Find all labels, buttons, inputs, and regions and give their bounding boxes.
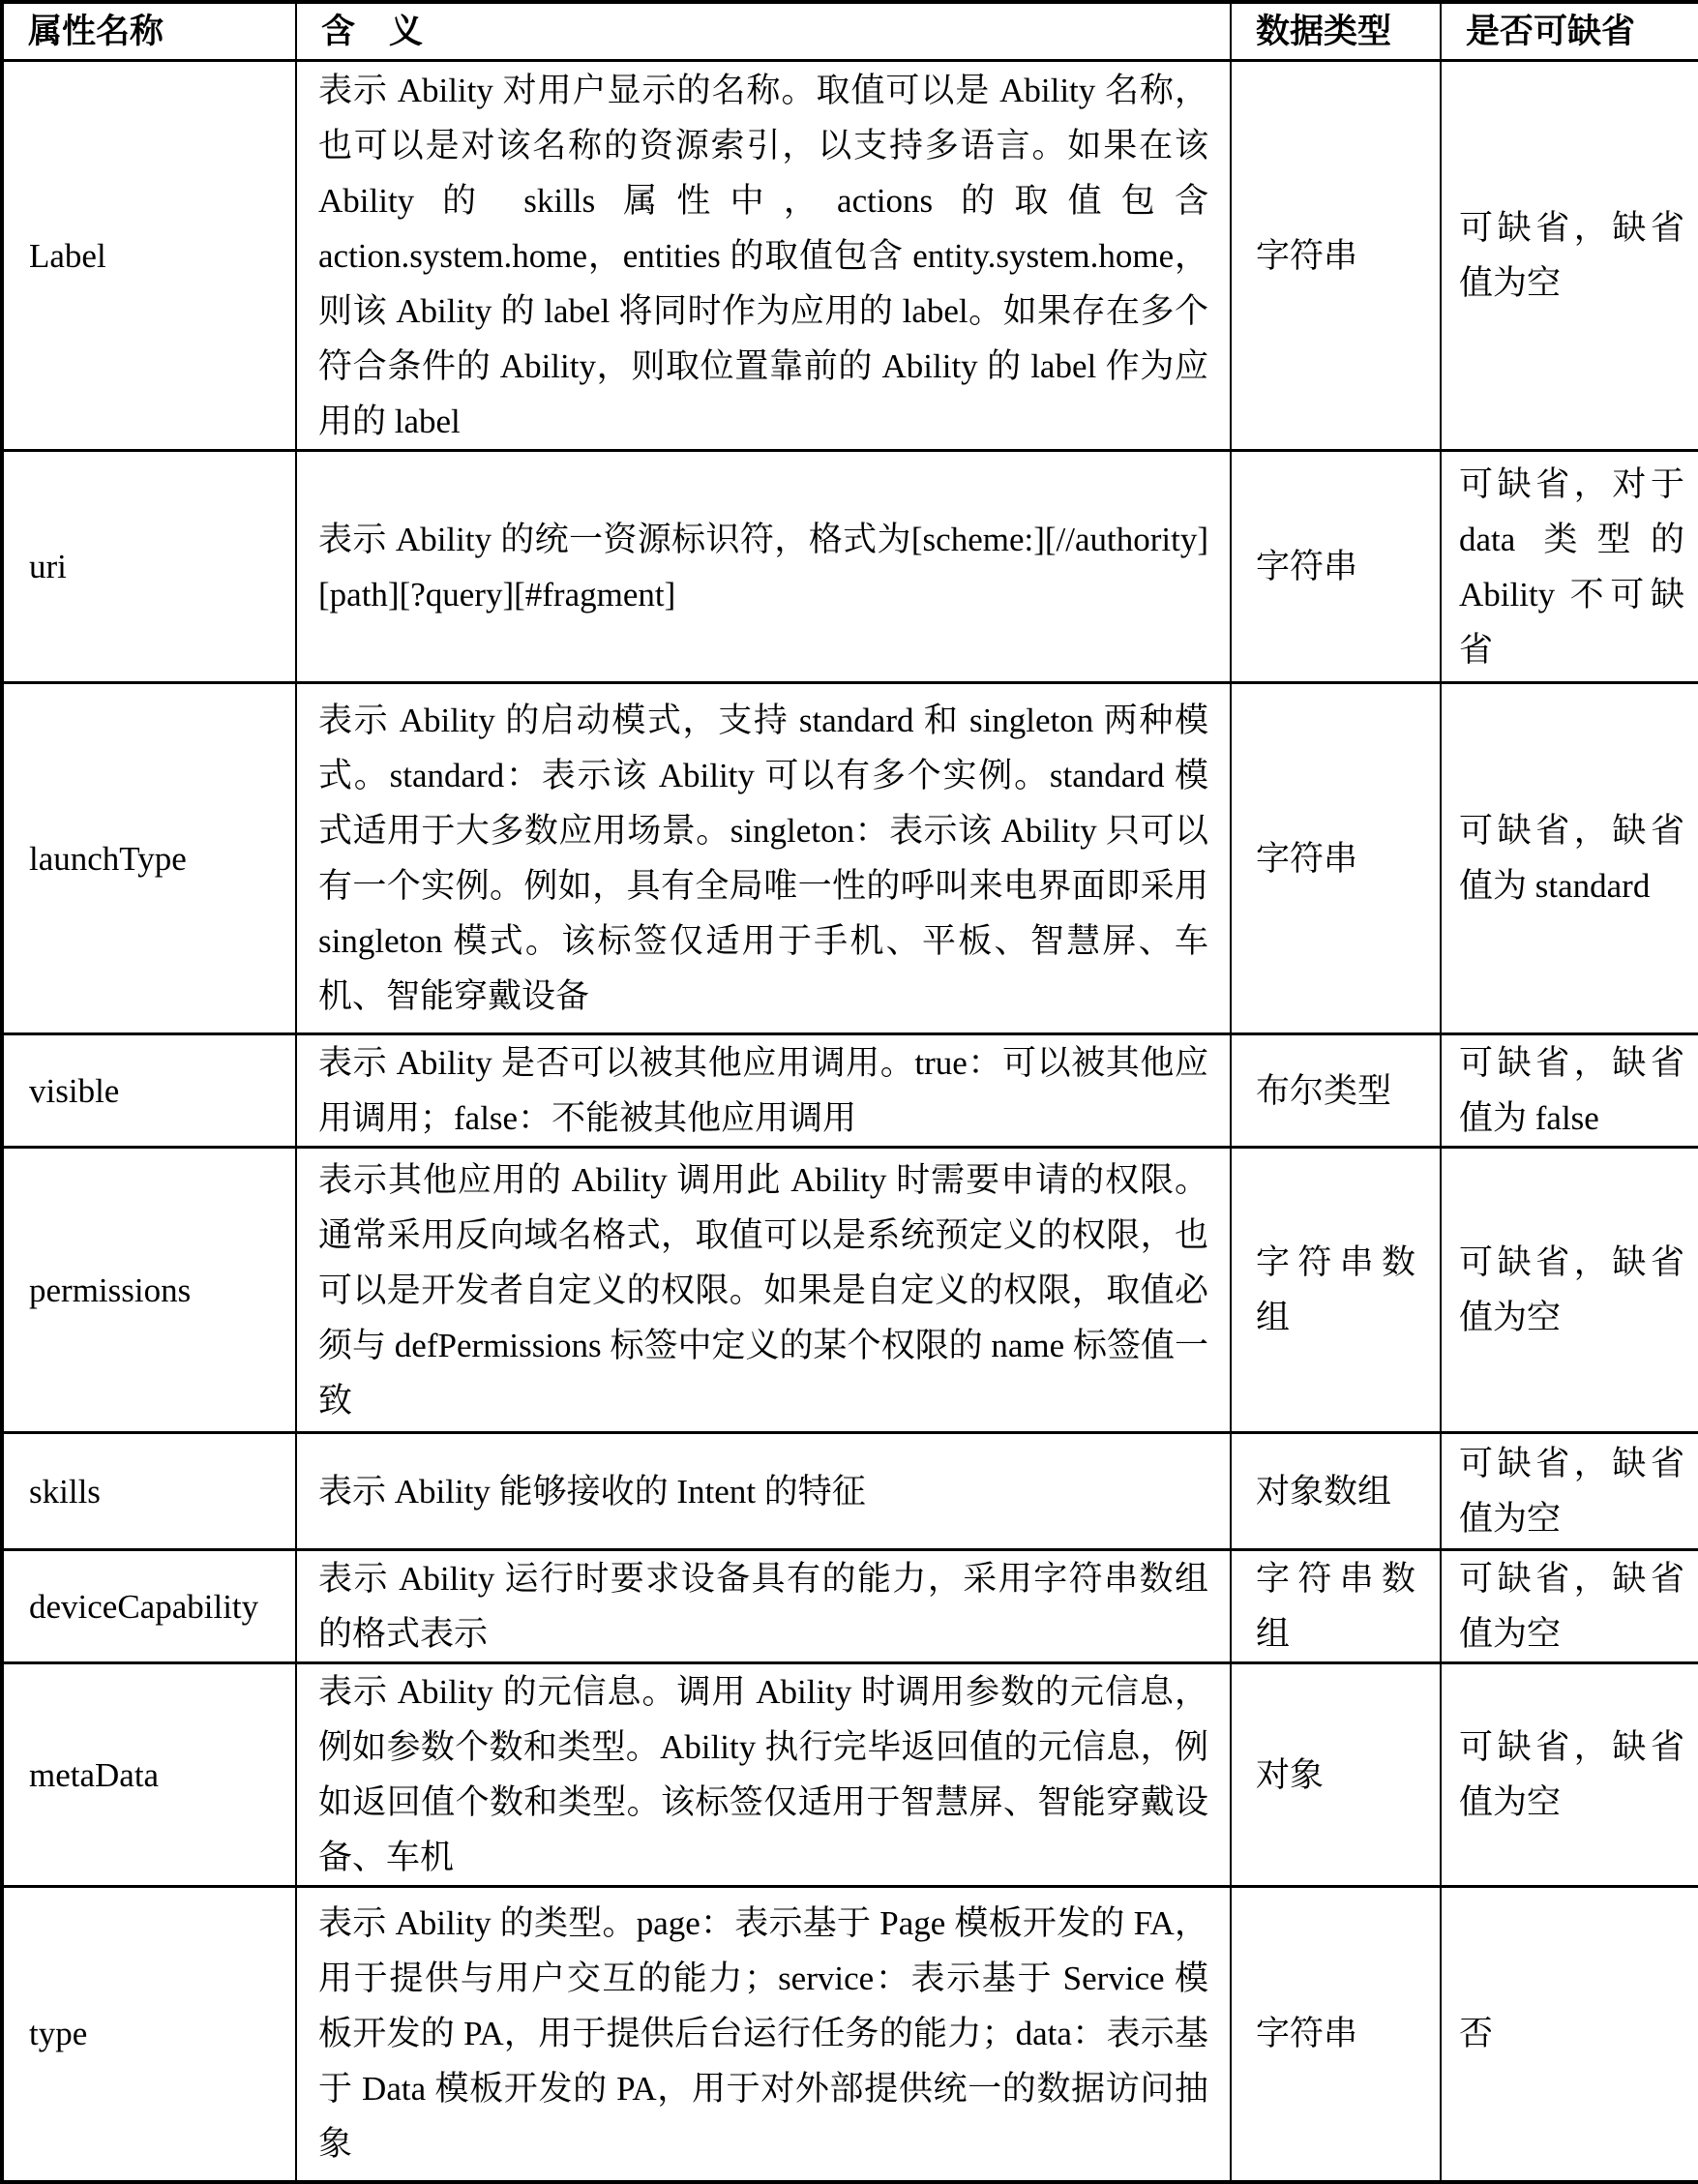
attribute-name-cell: metaData xyxy=(2,1663,296,1887)
meaning-cell: 表示 Ability 的启动模式，支持 standard 和 singleton 两种模式。standard：表示该 Ability 可以有多个实例。standard 模式适用于大多数应用场景。singleton：表示该 Ability 只可以有一个实例。例如，具有全局唯一性的呼叫来电界面即采用 singleton 模式。该标签仅适用于手机、平板、智慧屏、车机、智能穿戴设备 xyxy=(296,683,1231,1034)
table-row xyxy=(2,1148,1698,1433)
table-row xyxy=(2,451,1698,683)
column-header-optional: 是否可缺省 xyxy=(1441,2,1698,61)
optional-cell: 可缺省，缺省值为空 xyxy=(1441,1550,1698,1663)
table-row xyxy=(2,1663,1698,1887)
data-type-cell: 布尔类型 xyxy=(1231,1034,1441,1148)
meaning-cell: 表示 Ability 是否可以被其他应用调用。true：可以被其他应用调用；false：不能被其他应用调用 xyxy=(296,1034,1231,1148)
table-row xyxy=(2,1550,1698,1663)
meaning-cell: 表示 Ability 运行时要求设备具有的能力，采用字符串数组的格式表示 xyxy=(296,1550,1231,1663)
attribute-name-cell: visible xyxy=(2,1034,296,1148)
table-row xyxy=(2,1887,1698,2182)
data-type-cell: 对象 xyxy=(1231,1663,1441,1887)
optional-cell: 可缺省，缺省值为空 xyxy=(1441,61,1698,451)
attribute-name-cell: launchType xyxy=(2,683,296,1034)
attribute-name-cell: Label xyxy=(2,61,296,451)
attribute-name-cell: skills xyxy=(2,1433,296,1550)
table-row xyxy=(2,1433,1698,1550)
meaning-cell: 表示 Ability 的统一资源标识符，格式为[scheme:][//authority][path][?query][#fragment] xyxy=(296,451,1231,683)
column-header-meaning: 含 义 xyxy=(296,2,1231,61)
optional-cell: 可缺省，缺省值为 standard xyxy=(1441,683,1698,1034)
optional-cell: 可缺省，缺省值为空 xyxy=(1441,1663,1698,1887)
meaning-cell: 表示其他应用的 Ability 调用此 Ability 时需要申请的权限。通常采用反向域名格式，取值可以是系统预定义的权限，也可以是开发者自定义的权限。如果是自定义的权限，取值必须与 defPermissions 标签中定义的某个权限的 name 标签值一致 xyxy=(296,1148,1231,1433)
optional-cell: 可缺省，缺省值为空 xyxy=(1441,1148,1698,1433)
optional-cell: 可缺省，缺省值为空 xyxy=(1441,1433,1698,1550)
data-type-cell: 字符串数组 xyxy=(1231,1550,1441,1663)
data-type-cell: 字符串 xyxy=(1231,61,1441,451)
optional-cell: 否 xyxy=(1441,1887,1698,2182)
data-type-cell: 字符串数组 xyxy=(1231,1148,1441,1433)
attribute-name-cell: type xyxy=(2,1887,296,2182)
table-row xyxy=(2,1034,1698,1148)
meaning-cell: 表示 Ability 的元信息。调用 Ability 时调用参数的元信息，例如参数个数和类型。Ability 执行完毕返回值的元信息，例如返回值个数和类型。该标签仅适用于智慧屏、智能穿戴设备、车机 xyxy=(296,1663,1231,1887)
attribute-name-cell: uri xyxy=(2,451,296,683)
table-header-row xyxy=(2,2,1698,61)
data-type-cell: 字符串 xyxy=(1231,1887,1441,2182)
meaning-cell: 表示 Ability 的类型。page：表示基于 Page 模板开发的 FA，用于提供与用户交互的能力；service：表示基于 Service 模板开发的 PA，用于提供后台运行任务的能力；data：表示基于 Data 模板开发的 PA，用于对外部提供统一的数据访问抽象 xyxy=(296,1887,1231,2182)
meaning-cell: 表示 Ability 对用户显示的名称。取值可以是 Ability 名称，也可以是对该名称的资源索引，以支持多语言。如果在该 Ability 的 skills 属性中，actions 的取值包含 action.system.home，entities 的取值包含 entity.system.home，则该 Ability 的 label 将同时作为应用的 label。如果存在多个符合条件的 Ability，则取位置靠前的 Ability 的 label 作为应用的 label xyxy=(296,61,1231,451)
column-header-data-type: 数据类型 xyxy=(1231,2,1441,61)
optional-cell: 可缺省，对于 data 类型的 Ability 不可缺省 xyxy=(1441,451,1698,683)
optional-cell: 可缺省，缺省值为 false xyxy=(1441,1034,1698,1148)
column-header-attribute-name: 属性名称 xyxy=(2,2,296,61)
data-type-cell: 字符串 xyxy=(1231,683,1441,1034)
attribute-name-cell: deviceCapability xyxy=(2,1550,296,1663)
meaning-cell: 表示 Ability 能够接收的 Intent 的特征 xyxy=(296,1433,1231,1550)
table-row xyxy=(2,683,1698,1034)
data-type-cell: 对象数组 xyxy=(1231,1433,1441,1550)
attribute-name-cell: permissions xyxy=(2,1148,296,1433)
data-type-cell: 字符串 xyxy=(1231,451,1441,683)
table-row xyxy=(2,61,1698,451)
